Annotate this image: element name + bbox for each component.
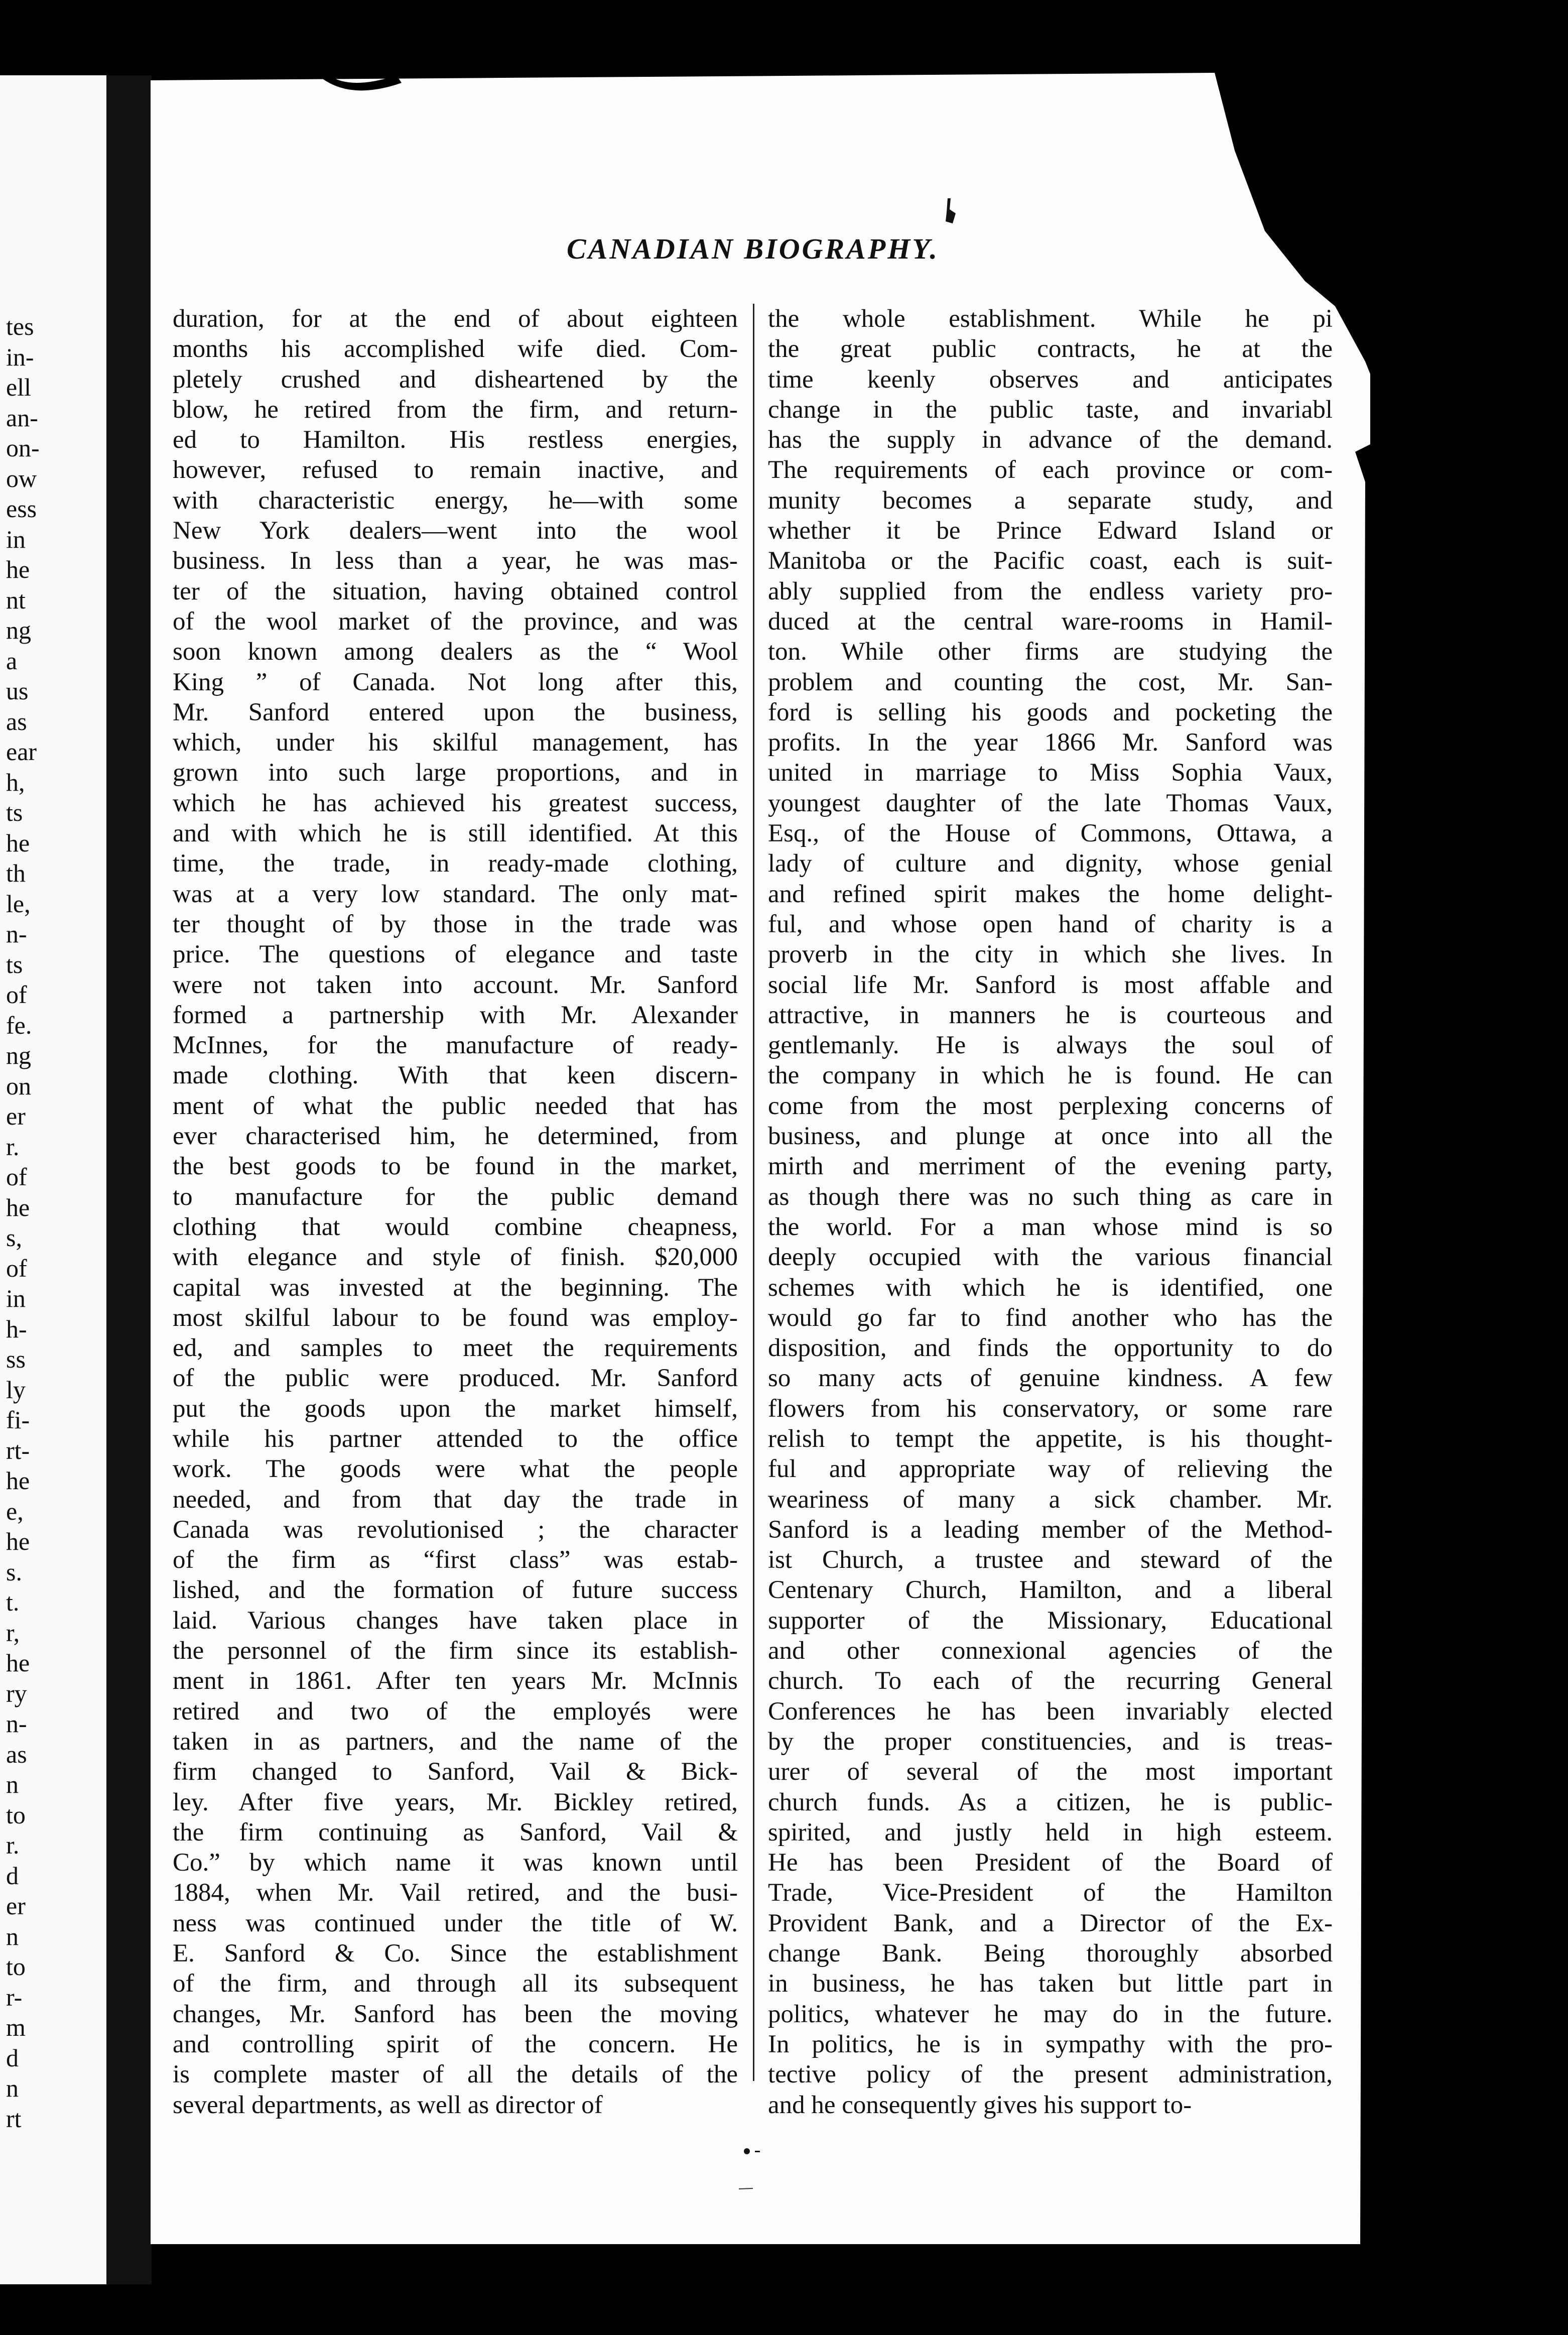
text-line: lished, and the formation of future success — [173, 1576, 738, 1605]
text-line: capital was invested at the beginning. The — [173, 1273, 738, 1302]
margin-fragment: he — [6, 1466, 30, 1495]
text-line: made clothing. With that keen discern- — [173, 1061, 738, 1090]
text-line: to manufacture for the public demand — [173, 1182, 738, 1211]
previous-page-margin — [0, 311, 100, 2133]
margin-fragment: r- — [6, 1983, 23, 2011]
text-line: soon known among dealers as the “ Wool — [173, 638, 738, 666]
text-line: ever characterised him, he determined, from — [173, 1122, 738, 1151]
text-line: the whole establishment. While he pi — [768, 305, 1333, 333]
margin-fragment: an- — [6, 403, 38, 432]
margin-fragment: ow — [6, 464, 37, 493]
margin-fragment: rt- — [6, 1436, 30, 1464]
margin-fragment: n — [6, 1922, 19, 1950]
text-line: King ” of Canada. Not long after this, — [173, 668, 738, 696]
text-line: lady of culture and dignity, whose genial — [768, 849, 1333, 878]
margin-fragment: to — [6, 1800, 26, 1829]
margin-fragment: tes — [6, 312, 34, 340]
text-line: ton. While other firms are studying the — [768, 638, 1333, 666]
margin-fragment: ts — [6, 950, 23, 978]
text-line: ful and appropriate way of relieving the — [768, 1455, 1333, 1484]
text-line: 1884, when Mr. Vail retired, and the busi- — [173, 1879, 738, 1907]
text-line: and he consequently gives his support to- — [768, 2091, 1192, 2119]
text-line: church funds. As a citizen, he is public- — [768, 1788, 1333, 1816]
text-line: several departments, as well as director of — [173, 2091, 603, 2119]
text-line: ter of the situation, having obtained control — [173, 577, 738, 605]
text-line: ed, and samples to meet the requirements — [173, 1334, 738, 1363]
margin-fragment: r. — [6, 1831, 20, 1859]
text-line: Canada was revolutionised ; the character — [173, 1515, 738, 1544]
text-line: Provident Bank, and a Director of the Ex- — [768, 1909, 1333, 1937]
text-line: which, under his skilful management, has — [173, 728, 738, 757]
text-line: In politics, he is in sympathy with the pro- — [768, 2030, 1333, 2058]
text-line: McInnes, for the manufacture of ready- — [173, 1031, 738, 1060]
text-line: flowers from his conservatory, or some rare — [768, 1394, 1333, 1423]
text-line: of the firm as “first class” was estab- — [173, 1546, 738, 1574]
text-line: ter thought of by those in the trade was — [173, 910, 738, 938]
text-line: The requirements of each province or com- — [768, 456, 1333, 484]
text-line: grown into such large proportions, and in — [173, 759, 738, 787]
margin-fragment: of — [6, 1163, 27, 1191]
text-line: business. In less than a year, he was mas- — [173, 547, 738, 575]
text-line: come from the most perplexing concerns of — [768, 1091, 1333, 1120]
text-line: the world. For a man whose mind is so — [768, 1212, 1333, 1241]
text-line: ford is selling his goods and pocketing the — [768, 698, 1333, 726]
margin-fragment: a — [6, 646, 18, 675]
text-line: with characteristic energy, he—with some — [173, 486, 738, 515]
text-line: of the firm, and through all its subsequent — [173, 1970, 738, 1998]
margin-fragment: he — [6, 1527, 30, 1555]
margin-fragment: on — [6, 1071, 31, 1100]
text-line: Centenary Church, Hamilton, and a liberal — [768, 1576, 1333, 1605]
text-line: put the goods upon the market himself, — [173, 1394, 738, 1423]
margin-fragment: ell — [6, 373, 31, 401]
text-line: taken in as partners, and the name of the — [173, 1727, 738, 1756]
margin-fragment: n- — [6, 1709, 27, 1738]
text-line: church. To each of the recurring General — [768, 1667, 1333, 1695]
margin-fragment: ng — [6, 1041, 31, 1069]
margin-fragment: in- — [6, 342, 34, 371]
text-line: deeply occupied with the various financial — [768, 1243, 1333, 1272]
text-line: Esq., of the House of Commons, Ottawa, a — [768, 819, 1333, 848]
text-line: time, the trade, in ready-made clothing, — [173, 849, 738, 878]
text-line: social life Mr. Sanford is most affable and — [768, 970, 1333, 999]
text-line: gentlemanly. He is always the soul of — [768, 1031, 1333, 1060]
text-line: profits. In the year 1866 Mr. Sanford was — [768, 728, 1333, 757]
ink-blot — [944, 198, 957, 224]
margin-fragment: m — [6, 2013, 26, 2041]
text-line: and refined spirit makes the home delight- — [768, 880, 1333, 908]
margin-fragment: le, — [6, 889, 31, 918]
text-line: which he has achieved his greatest success, — [173, 789, 738, 817]
text-line: has the supply in advance of the demand. — [768, 426, 1333, 454]
margin-fragment: us — [6, 677, 29, 705]
text-line: with elegance and style of finish. $20,000 — [173, 1243, 738, 1272]
text-line: Sanford is a leading member of the Method- — [768, 1515, 1333, 1544]
margin-fragment: of — [6, 980, 27, 1009]
text-line: supporter of the Missionary, Educational — [768, 1606, 1333, 1635]
margin-fragment: of — [6, 1254, 27, 1282]
footer-scratch — [738, 2186, 768, 2191]
text-line: formed a partnership with Mr. Alexander — [173, 1001, 738, 1029]
text-line: Co.” by which name it was known until — [173, 1849, 738, 1877]
text-line: months his accomplished wife died. Com- — [173, 335, 738, 363]
text-line: while his partner attended to the office — [173, 1424, 738, 1453]
margin-fragment: n — [6, 1770, 19, 1798]
margin-fragment: on- — [6, 434, 40, 462]
text-line: ably supplied from the endless variety pro- — [768, 577, 1333, 605]
text-line: would go far to find another who has the — [768, 1303, 1333, 1332]
text-line: was at a very low standard. The only mat- — [173, 880, 738, 908]
text-line: clothing that would combine cheapness, — [173, 1212, 738, 1241]
margin-fragment: as — [6, 707, 27, 735]
text-line: ment in 1861. After ten years Mr. McInnis — [173, 1667, 738, 1695]
margin-fragment: he — [6, 555, 30, 583]
text-line: youngest daughter of the late Thomas Vaux, — [768, 789, 1333, 817]
footer-ink-marks — [743, 2148, 763, 2155]
margin-fragment: er — [6, 1102, 26, 1130]
text-line: urer of several of the most important — [768, 1758, 1333, 1786]
text-line: New York dealers—went into the wool — [173, 517, 738, 545]
text-line: problem and counting the cost, Mr. San- — [768, 668, 1333, 696]
text-line: work. The goods were what the people — [173, 1455, 738, 1484]
text-line: Conferences he has been invariably elected — [768, 1697, 1333, 1726]
margin-fragment: n- — [6, 920, 27, 948]
margin-fragment: in — [6, 525, 26, 553]
text-line: duration, for at the end of about eighteen — [173, 305, 738, 333]
text-line: and other connexional agencies of the — [768, 1637, 1333, 1665]
margin-fragment: ry — [6, 1679, 27, 1707]
text-line: mirth and merriment of the evening party, — [768, 1152, 1333, 1181]
text-line: united in marriage to Miss Sophia Vaux, — [768, 759, 1333, 787]
margin-fragment: er — [6, 1892, 26, 1920]
text-line: He has been President of the Board of — [768, 1849, 1333, 1877]
text-line: Mr. Sanford entered upon the business, — [173, 698, 738, 726]
text-line: change Bank. Being thoroughly absorbed — [768, 1939, 1333, 1968]
margin-fragment: ly — [6, 1375, 26, 1404]
margin-fragment: e, — [6, 1497, 24, 1525]
margin-fragment: d — [6, 1861, 19, 1890]
text-line: relish to tempt the appetite, is his thought- — [768, 1424, 1333, 1453]
margin-fragment: ng — [6, 616, 31, 644]
text-line: whether it be Prince Edward Island or — [768, 517, 1333, 545]
text-line: Trade, Vice-President of the Hamilton — [768, 1879, 1333, 1907]
margin-fragment: to — [6, 1952, 26, 1981]
margin-fragment: s, — [6, 1223, 22, 1252]
margin-fragment: t. — [6, 1588, 20, 1616]
margin-fragment: h- — [6, 1314, 27, 1343]
margin-fragment: rt — [6, 2104, 22, 2133]
text-line: most skilful labour to be found was employ- — [173, 1303, 738, 1332]
margin-fragment: ts — [6, 798, 23, 826]
text-line: time keenly observes and anticipates — [768, 365, 1333, 394]
text-line: the personnel of the firm since its establish- — [173, 1637, 738, 1665]
text-line: attractive, in manners he is courteous and — [768, 1001, 1333, 1029]
text-line: schemes with which he is identified, one — [768, 1273, 1333, 1302]
margin-fragment: th — [6, 859, 26, 887]
text-line: in business, he has taken but little part in — [768, 1970, 1333, 1998]
margin-fragment: ear — [6, 738, 37, 766]
text-line: ment of what the public needed that has — [173, 1091, 738, 1120]
text-line: so many acts of genuine kindness. A few — [768, 1364, 1333, 1393]
text-line: Manitoba or the Pacific coast, each is suit- — [768, 547, 1333, 575]
text-line: tective policy of the present administration, — [768, 2060, 1333, 2089]
margin-fragment: nt — [6, 585, 26, 614]
text-line: the firm continuing as Sanford, Vail & — [173, 1818, 738, 1847]
text-line: spirited, and justly held in high esteem. — [768, 1818, 1333, 1847]
text-line: retired and two of the employés were — [173, 1697, 738, 1726]
text-line: laid. Various changes have taken place in — [173, 1606, 738, 1635]
text-line: ed to Hamilton. His restless energies, — [173, 426, 738, 454]
text-line: weariness of many a sick chamber. Mr. — [768, 1485, 1333, 1514]
margin-fragment: fi- — [6, 1406, 30, 1434]
margin-fragment: ess — [6, 495, 37, 523]
text-line: as though there was no such thing as care in — [768, 1182, 1333, 1211]
text-line: and with which he is still identified. At this — [173, 819, 738, 848]
text-line: changes, Mr. Sanford has been the moving — [173, 2000, 738, 2028]
text-line: the best goods to be found in the market, — [173, 1152, 738, 1181]
text-line: of the wool market of the province, and was — [173, 607, 738, 636]
text-line: duced at the central ware-rooms in Hamil- — [768, 607, 1333, 636]
text-line: however, refused to remain inactive, and — [173, 456, 738, 484]
text-line: and controlling spirit of the concern. He — [173, 2030, 738, 2058]
margin-fragment: r, — [6, 1618, 20, 1647]
margin-fragment: he — [6, 1193, 30, 1221]
text-line: of the public were produced. Mr. Sanford — [173, 1364, 738, 1393]
text-line: the company in which he is found. He can — [768, 1061, 1333, 1090]
text-line: politics, whatever he may do in the future. — [768, 2000, 1333, 2028]
text-line: price. The questions of elegance and taste — [173, 940, 738, 969]
text-line: ness was continued under the title of W. — [173, 1909, 738, 1937]
margin-fragment: he — [6, 1649, 30, 1677]
margin-fragment: d — [6, 2043, 19, 2072]
text-line: ful, and whose open hand of charity is a — [768, 910, 1333, 938]
left-text-column — [173, 304, 738, 2119]
text-line: change in the public taste, and invariabl — [768, 395, 1333, 424]
text-line: by the proper constituencies, and is treas- — [768, 1727, 1333, 1756]
margin-fragment: s. — [6, 1557, 22, 1586]
text-line: business, and plunge at once into all the — [768, 1122, 1333, 1151]
margin-fragment: h, — [6, 768, 25, 796]
text-line: E. Sanford & Co. Since the establishment — [173, 1939, 738, 1968]
text-line: the great public contracts, he at the — [768, 335, 1333, 363]
page-title: CANADIAN BIOGRAPHY. — [566, 232, 940, 265]
page-gutter-shadow — [106, 75, 152, 2284]
text-line: were not taken into account. Mr. Sanford — [173, 970, 738, 999]
text-line: munity becomes a separate study, and — [768, 486, 1333, 515]
margin-fragment: r. — [6, 1132, 20, 1161]
margin-fragment: as — [6, 1740, 27, 1768]
text-line: ley. After five years, Mr. Bickley retired, — [173, 1788, 738, 1816]
margin-fragment: n — [6, 2074, 19, 2102]
text-line: blow, he retired from the firm, and return- — [173, 395, 738, 424]
text-line: proverb in the city in which she lives. In — [768, 940, 1333, 969]
margin-fragment: ss — [6, 1345, 26, 1373]
right-text-column — [768, 304, 1333, 2119]
text-line: is complete master of all the details of the — [173, 2060, 738, 2089]
column-divider — [753, 304, 754, 2081]
text-line: needed, and from that day the trade in — [173, 1485, 738, 1514]
margin-fragment: fe. — [6, 1011, 32, 1039]
margin-fragment: in — [6, 1284, 26, 1312]
text-line: pletely crushed and disheartened by the — [173, 365, 738, 394]
margin-fragment: he — [6, 828, 30, 857]
text-line: firm changed to Sanford, Vail & Bick- — [173, 1758, 738, 1786]
text-line: disposition, and finds the opportunity to do — [768, 1334, 1333, 1363]
text-line: ist Church, a trustee and steward of the — [768, 1546, 1333, 1574]
